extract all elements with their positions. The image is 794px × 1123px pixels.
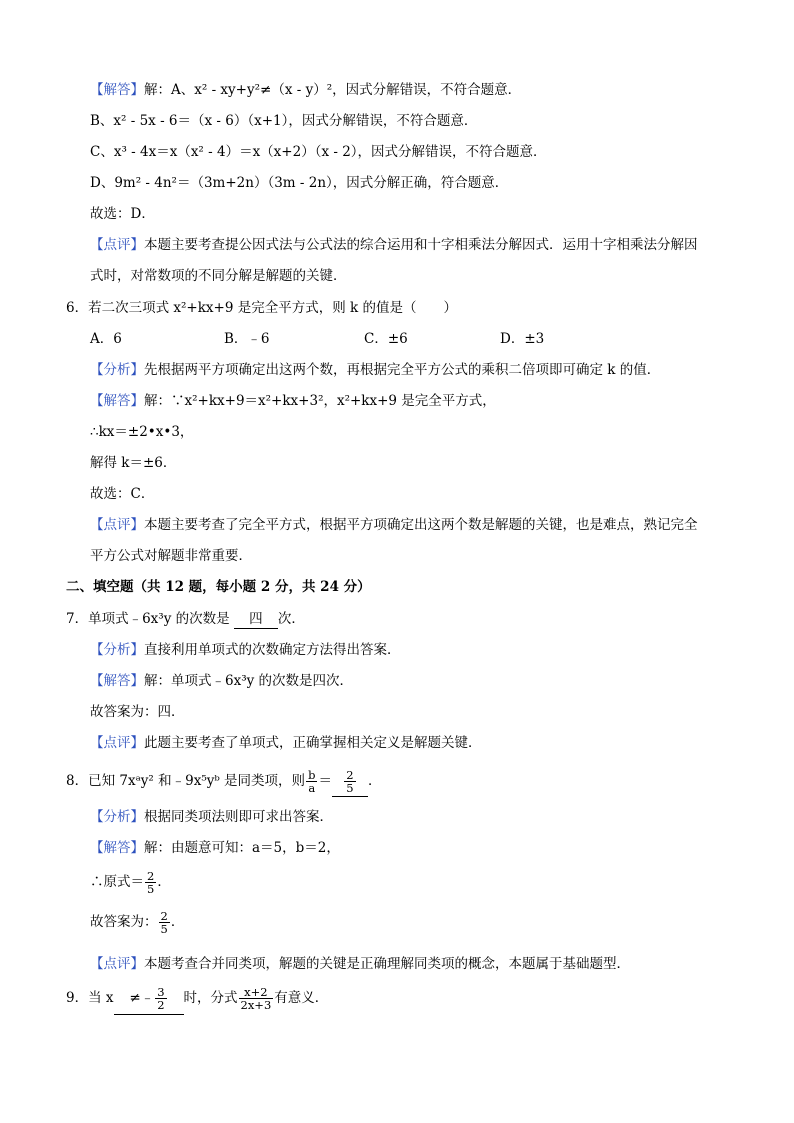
q5-comment-2: 式时，对常数项的不同分解是解题的关键． [90, 268, 347, 284]
answer-blank: ≠﹣ $\frac{3}{2}$ [114, 982, 184, 1015]
q6-comment-2: 平方公式对解题非常重要． [90, 548, 252, 564]
q8-analysis: 【分析】根据同类项法则即可求出答案． [90, 809, 333, 825]
q6-option-d: D．±3 [500, 331, 545, 347]
comment-tag: 【点评】 [90, 237, 144, 253]
fraction: $\frac{2}{5}$ [160, 909, 168, 936]
q5-comment-1: 【点评】本题主要考查提公因式法与公式法的综合运用和十字相乘法分解因式．运用十字相乘法分解因 [90, 237, 698, 253]
q6-answer-2: ∴kx＝±2•x•3， [90, 424, 194, 440]
q5-choose: 故选：D． [90, 206, 155, 222]
q8-answer-1: 【解答】解：由题意可知：a＝5，b＝2， [90, 840, 340, 856]
q5-answer-line-c: C、x³ - 4x＝x（x² - 4）＝x（x+2）（x - 2），因式分解错误，不符合题意． [90, 144, 547, 160]
q6-option-c: C．±6 [364, 331, 408, 347]
fraction: $\frac{x+2}{2x+3}$ [240, 985, 272, 1012]
fraction-b-over-a: $\frac{b}{a}$ [308, 768, 316, 795]
comment-tag: 【点评】 [90, 517, 144, 533]
answer-blank: $\frac{2}{5}$ [332, 766, 368, 797]
analysis-tag: 【分析】 [90, 809, 144, 825]
fraction: $\frac{2}{5}$ [147, 869, 155, 896]
answer-tag: 【解答】 [90, 393, 144, 409]
analysis-tag: 【分析】 [90, 362, 144, 378]
q6-choose: 故选：C． [90, 486, 155, 502]
q8-stem: 8．已知 7xᵃy² 和﹣9x⁵yᵇ 是同类项，则 $\frac{b}{a}$ ＝ $\frac{2}{5}$ ． [66, 768, 382, 795]
q6-analysis: 【分析】先根据两平方项确定出这两个数，再根据完全平方公式的乘积二倍项即可确定 k 的值． [90, 362, 661, 378]
q6-option-a: A．6 [90, 331, 122, 347]
answer-tag: 【解答】 [90, 82, 144, 98]
q8-final: 故答案为： $\frac{2}{5}$ ． [90, 909, 185, 936]
q6-stem: 6．若二次三项式 x²+kx+9 是完全平方式，则 k 的值是（ ） [66, 300, 457, 316]
q7-analysis: 【分析】直接利用单项式的次数确定方法得出答案． [90, 642, 401, 658]
q6-answer-1: 【解答】解：∵x²+kx+9＝x²+kx+3²，x²+kx+9 是完全平方式， [90, 393, 496, 409]
q6-comment-1: 【点评】本题主要考查了完全平方式，根据平方项确定出这两个数是解题的关键，也是难点，熟记完全 [90, 517, 698, 533]
q7-final: 故答案为：四． [90, 704, 185, 720]
section-heading: 二、填空题（共 12 题，每小题 2 分，共 24 分） [66, 579, 371, 595]
comment-tag: 【点评】 [90, 735, 144, 751]
q7-answer: 【解答】解：单项式﹣6x³y 的次数是四次． [90, 673, 354, 689]
q9-stem: 9．当 x ≠﹣ $\frac{3}{2}$ 时，分式 $\frac{x+2}{2x+3}$ 有意义． [66, 982, 328, 1014]
q8-comment: 【点评】本题考查合并同类项，解题的关键是正确理解同类项的概念，本题属于基础题型． [90, 956, 630, 972]
answer-blank: 四 [234, 610, 278, 629]
comment-tag: 【点评】 [90, 956, 144, 972]
q5-answer-line-a: 【解答】解：A、x² - xy+y²≠（x - y）²，因式分解错误，不符合题意． [90, 82, 522, 98]
answer-tag: 【解答】 [90, 840, 144, 856]
q6-answer-3: 解得 k＝±6． [90, 455, 177, 471]
analysis-tag: 【分析】 [90, 642, 144, 658]
q5-answer-line-b: B、x² - 5x - 6＝（x - 6）（x+1），因式分解错误，不符合题意． [90, 113, 478, 129]
q7-stem: 7．单项式﹣6x³y 的次数是 四 次． [66, 611, 305, 627]
q8-answer-2: ∴原式＝ $\frac{2}{5}$ ． [90, 869, 171, 896]
q6-option-b: B．﹣6 [224, 331, 270, 347]
q7-comment: 【点评】此题主要考查了单项式，正确掌握相关定义是解题关键． [90, 735, 482, 751]
answer-tag: 【解答】 [90, 673, 144, 689]
q5-answer-line-d: D、9m² - 4n²＝（3m+2n）（3m - 2n），因式分解正确，符合题意． [90, 175, 509, 191]
